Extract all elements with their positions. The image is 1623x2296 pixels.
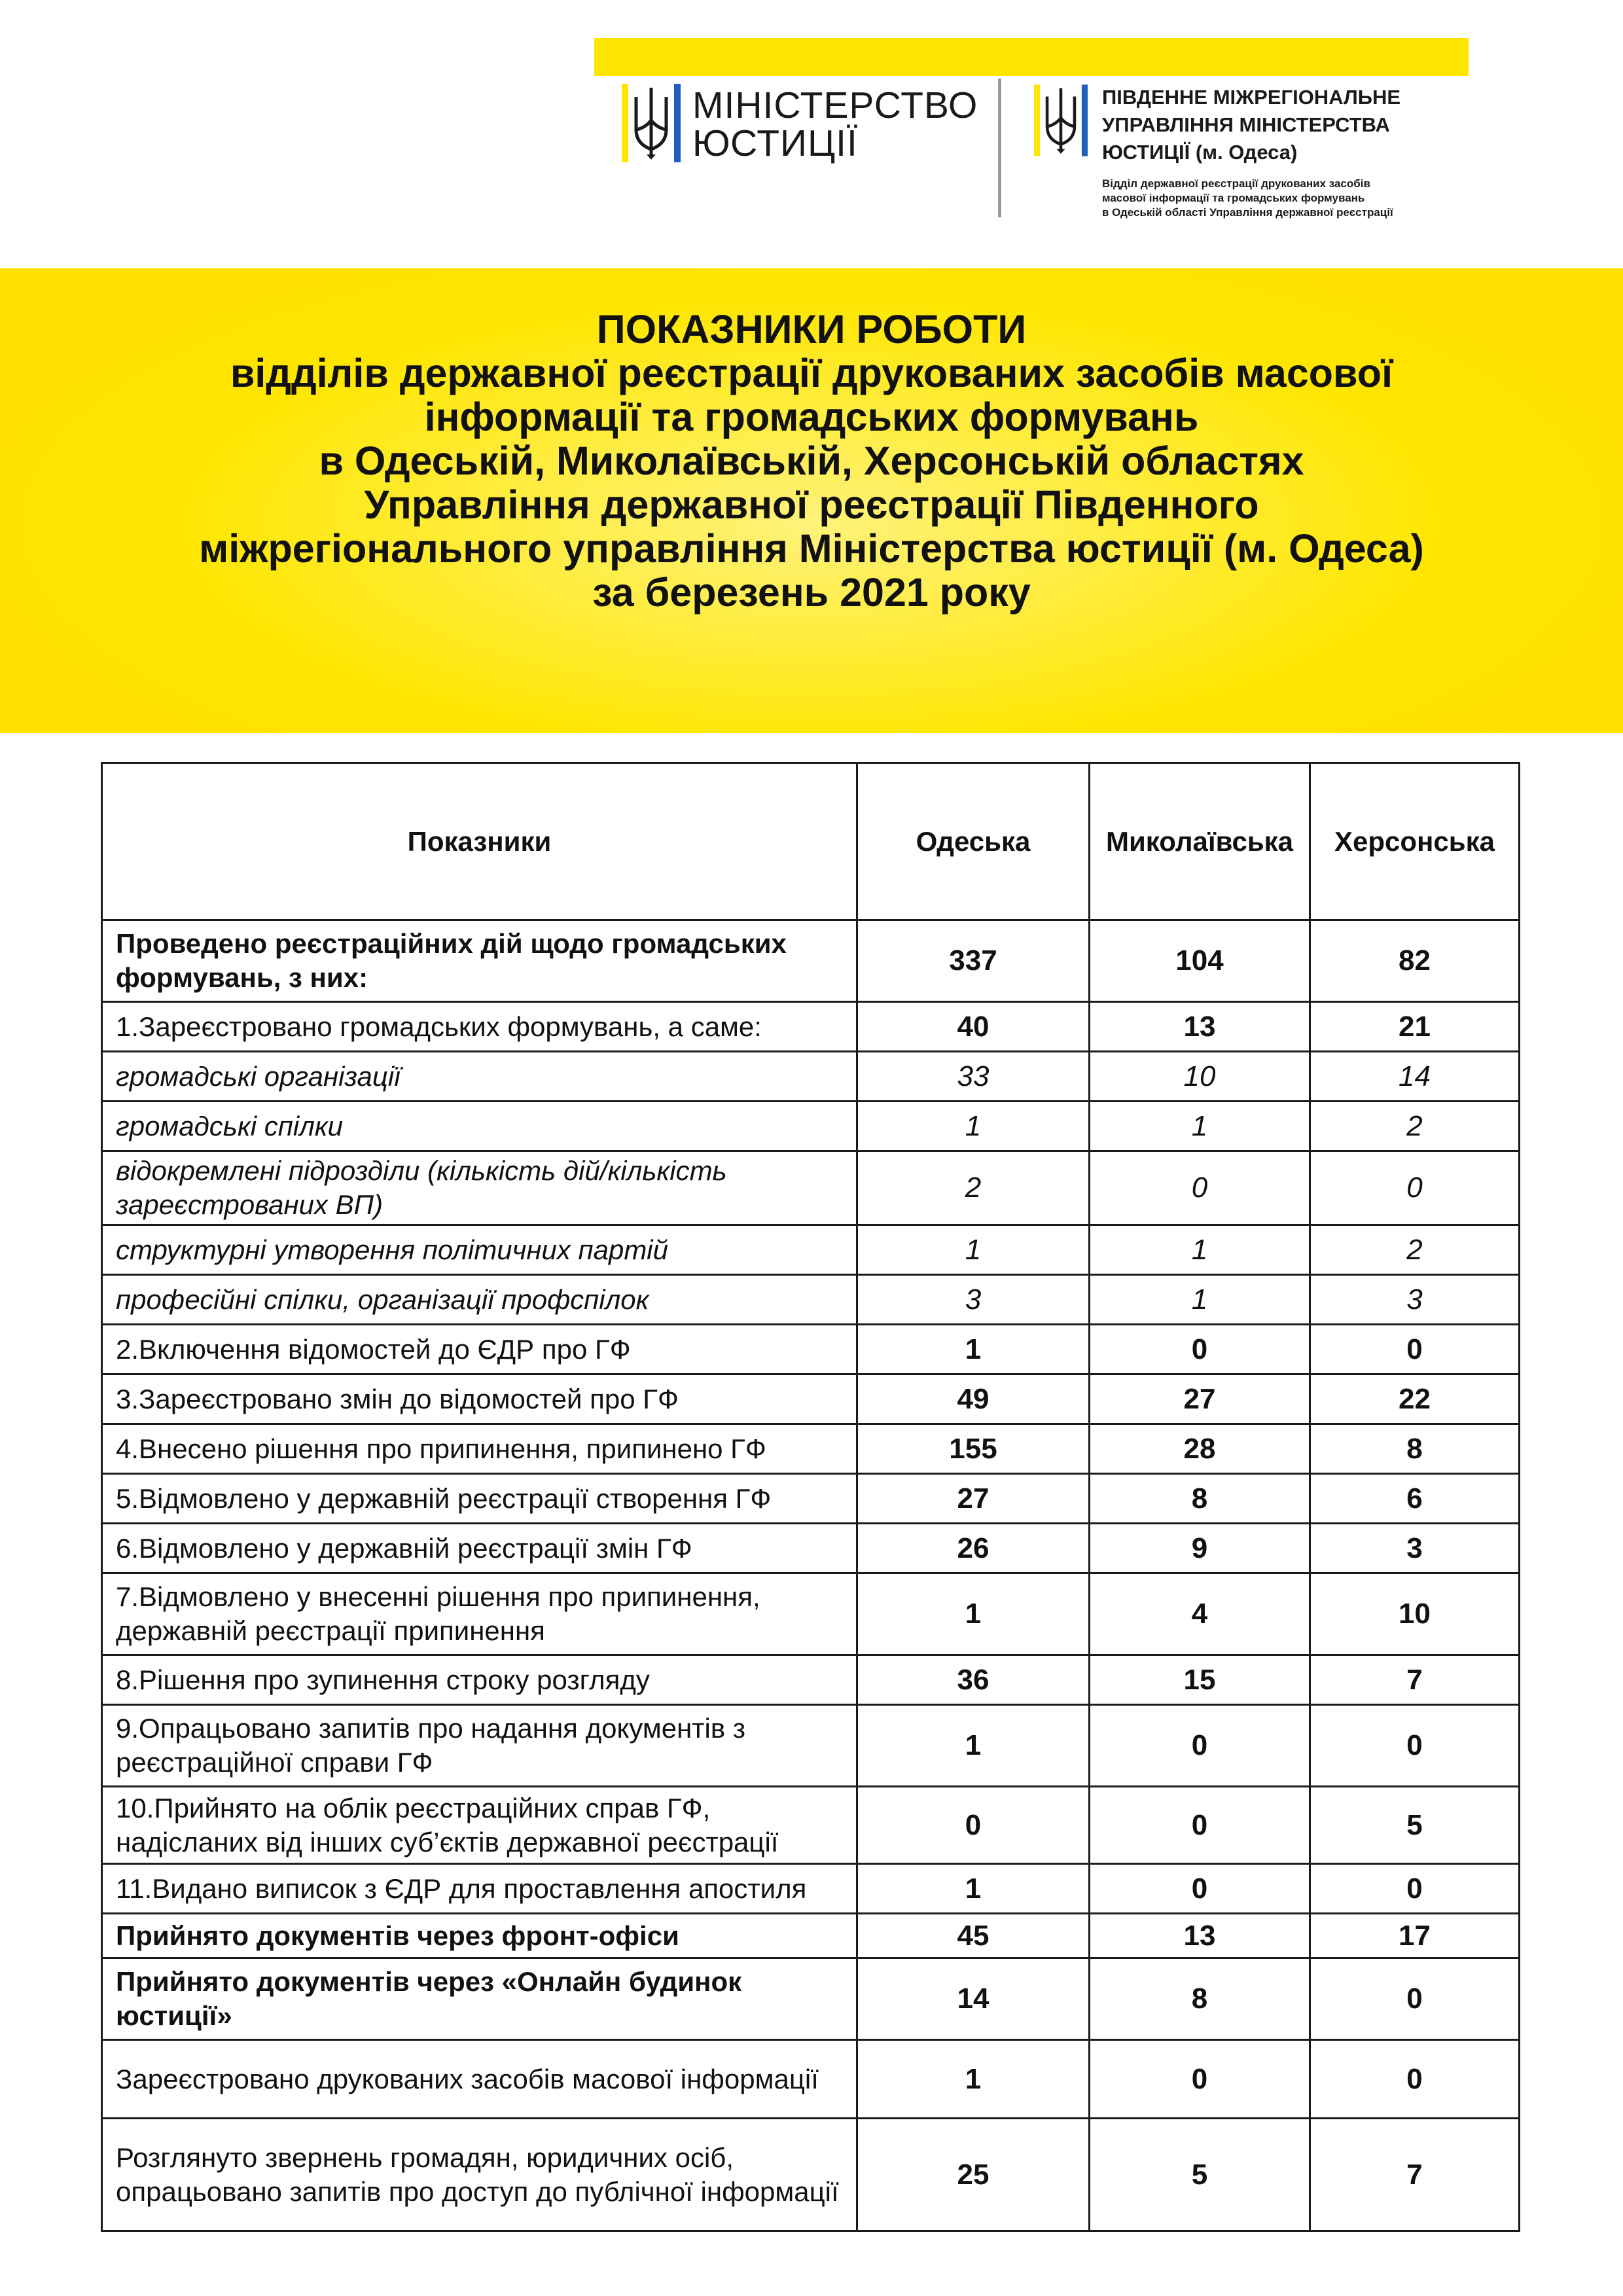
- mykolaiv-value: 4: [1090, 1573, 1310, 1655]
- table-row: [102, 1705, 1520, 1787]
- mykolaiv-value: 1: [1090, 1102, 1310, 1151]
- ministry-logo: [622, 84, 978, 175]
- odesa-value: 26: [857, 1524, 1090, 1573]
- row-label: Прийнято документів через «Онлайн будинок юстиції»: [102, 1958, 857, 2040]
- mykolaiv-value: 15: [1090, 1655, 1310, 1705]
- kherson-value: 7: [1310, 1655, 1520, 1705]
- row-label: Проведено реєстраційних дій щодо громадських формувань, з них:: [102, 920, 857, 1002]
- mykolaiv-value: 8: [1090, 1958, 1310, 2040]
- office-name-line1: ПІВДЕННЕ МІЖРЕГІОНАЛЬНЕ: [1102, 86, 1401, 109]
- column-header-mykolaiv: Миколаївська: [1090, 763, 1310, 920]
- kherson-value: 2: [1310, 1102, 1520, 1151]
- row-label: структурні утворення політичних партій: [102, 1225, 857, 1275]
- kherson-value: 3: [1310, 1524, 1520, 1573]
- mykolaiv-value: 1: [1090, 1275, 1310, 1325]
- mykolaiv-value: 5: [1090, 2119, 1310, 2231]
- row-label: громадські організації: [102, 1052, 857, 1102]
- kherson-value: 0: [1310, 1325, 1520, 1374]
- odesa-value: 155: [857, 1424, 1090, 1474]
- column-header-indicators: Показники: [102, 763, 857, 920]
- table-header-row: [102, 763, 1520, 920]
- mykolaiv-value: 0: [1090, 1325, 1310, 1374]
- table-row: [102, 1524, 1520, 1573]
- ministry-name-line1: МІНІСТЕРСТВО: [692, 84, 978, 126]
- table-row: [102, 1655, 1520, 1705]
- mykolaiv-value: 0: [1090, 1151, 1310, 1225]
- kherson-value: 2: [1310, 1225, 1520, 1275]
- kherson-value: 6: [1310, 1474, 1520, 1524]
- mykolaiv-value: 0: [1090, 2040, 1310, 2119]
- table-row: [102, 1002, 1520, 1052]
- odesa-value: 45: [857, 1914, 1090, 1958]
- row-label: відокремлені підрозділи (кількість дій/кількість зареєстрованих ВП): [102, 1151, 857, 1225]
- column-header-kherson: Херсонська: [1310, 763, 1520, 920]
- column-header-odesa: Одеська: [857, 763, 1090, 920]
- table-row: [102, 2119, 1520, 2231]
- table-row: [102, 1424, 1520, 1474]
- odesa-value: 1: [857, 1325, 1090, 1374]
- mykolaiv-value: 9: [1090, 1524, 1310, 1573]
- odesa-value: 33: [857, 1052, 1090, 1102]
- department-line3: в Одеській області Управління державної реєстрації: [1102, 206, 1393, 219]
- row-label: 10.Прийнято на облік реєстраційних справ ГФ, надісланих від інших суб’єктів державної реєстрації: [102, 1787, 857, 1864]
- title-line: міжрегіонального управління Міністерства юстиції (м. Одеса): [199, 526, 1424, 571]
- kherson-value: 0: [1310, 2040, 1520, 2119]
- table-row: [102, 1573, 1520, 1655]
- kherson-value: 82: [1310, 920, 1520, 1002]
- kherson-value: 3: [1310, 1275, 1520, 1325]
- ministry-name-line2: ЮСТИЦІЇ: [692, 122, 858, 164]
- trident-icon: [622, 84, 681, 162]
- title-line: відділів державної реєстрації друкованих засобів масової: [230, 351, 1393, 395]
- mykolaiv-value: 27: [1090, 1374, 1310, 1424]
- table-row: [102, 1958, 1520, 2040]
- kherson-value: 21: [1310, 1002, 1520, 1052]
- department-line1: Відділ державної реєстрації друкованих засобів: [1102, 177, 1370, 190]
- table-row: [102, 1787, 1520, 1864]
- table-row: [102, 1225, 1520, 1275]
- mykolaiv-value: 13: [1090, 1914, 1310, 1958]
- title-line: Управління державної реєстрації Південного: [364, 482, 1259, 527]
- odesa-value: 36: [857, 1655, 1090, 1705]
- row-label: 9.Опрацьовано запитів про надання документів з реєстраційної справи ГФ: [102, 1705, 857, 1787]
- title-line: за березень 2021 року: [592, 570, 1031, 615]
- office-logo: [1034, 84, 1400, 220]
- table-row: [102, 920, 1520, 1002]
- table-row: [102, 1275, 1520, 1325]
- row-label: професійні спілки, організації профспілок: [102, 1275, 857, 1325]
- odesa-value: 337: [857, 920, 1090, 1002]
- table-row: [102, 1474, 1520, 1524]
- kherson-value: 8: [1310, 1424, 1520, 1474]
- table-row: [102, 1325, 1520, 1374]
- table-row: [102, 1151, 1520, 1225]
- kherson-value: 0: [1310, 1705, 1520, 1787]
- odesa-value: 49: [857, 1374, 1090, 1424]
- kherson-value: 14: [1310, 1052, 1520, 1102]
- logo-divider: [998, 79, 1001, 217]
- mykolaiv-value: 0: [1090, 1864, 1310, 1914]
- table-row: [102, 1914, 1520, 1958]
- mykolaiv-value: 104: [1090, 920, 1310, 1002]
- row-label: 2.Включення відомостей до ЄДР про ГФ: [102, 1325, 857, 1374]
- title-line: в Одеській, Миколаївській, Херсонській областях: [319, 439, 1304, 483]
- row-label: 4.Внесено рішення про припинення, припинено ГФ: [102, 1424, 857, 1474]
- kherson-value: 5: [1310, 1787, 1520, 1864]
- title-line: ПОКАЗНИКИ РОБОТИ: [596, 307, 1027, 351]
- mykolaiv-value: 1: [1090, 1225, 1310, 1275]
- top-yellow-bar: [594, 38, 1469, 76]
- odesa-value: 1: [857, 1864, 1090, 1914]
- row-label: 6.Відмовлено у державній реєстрації змін ГФ: [102, 1524, 857, 1573]
- row-label: громадські спілки: [102, 1102, 857, 1151]
- kherson-value: 10: [1310, 1573, 1520, 1655]
- title-line: інформації та громадських формувань: [424, 395, 1199, 439]
- table-row: [102, 2040, 1520, 2119]
- mykolaiv-value: 0: [1090, 1705, 1310, 1787]
- odesa-value: 3: [857, 1275, 1090, 1325]
- kherson-value: 17: [1310, 1914, 1520, 1958]
- odesa-value: 1: [857, 1225, 1090, 1275]
- odesa-value: 1: [857, 2040, 1090, 2119]
- odesa-value: 27: [857, 1474, 1090, 1524]
- odesa-value: 0: [857, 1787, 1090, 1864]
- mykolaiv-value: 8: [1090, 1474, 1310, 1524]
- odesa-value: 14: [857, 1958, 1090, 2040]
- trident-icon: [1034, 84, 1088, 157]
- department-line2: масової інформації та громадських формувань: [1102, 192, 1365, 204]
- row-label: 5.Відмовлено у державній реєстрації створення ГФ: [102, 1474, 857, 1524]
- kherson-value: 22: [1310, 1374, 1520, 1424]
- table-row: [102, 1374, 1520, 1424]
- odesa-value: 1: [857, 1705, 1090, 1787]
- kherson-value: 7: [1310, 2119, 1520, 2231]
- odesa-value: 1: [857, 1573, 1090, 1655]
- odesa-value: 1: [857, 1102, 1090, 1151]
- page-title: [0, 308, 1623, 615]
- table-row: [102, 1864, 1520, 1914]
- row-label: Розглянуто звернень громадян, юридичних осіб, опрацьовано запитів про доступ до публічної інформації: [102, 2119, 857, 2231]
- mykolaiv-value: 10: [1090, 1052, 1310, 1102]
- kherson-value: 0: [1310, 1151, 1520, 1225]
- row-label: 8.Рішення про зупинення строку розгляду: [102, 1655, 857, 1705]
- kherson-value: 0: [1310, 1958, 1520, 2040]
- row-label: Зареєстровано друкованих засобів масової інформації: [102, 2040, 857, 2119]
- mykolaiv-value: 28: [1090, 1424, 1310, 1474]
- odesa-value: 40: [857, 1002, 1090, 1052]
- office-name-line2: УПРАВЛІННЯ МІНІСТЕРСТВА: [1102, 113, 1390, 136]
- mykolaiv-value: 0: [1090, 1787, 1310, 1864]
- table-row: [102, 1052, 1520, 1102]
- row-label: 1.Зареєстровано громадських формувань, а саме:: [102, 1002, 857, 1052]
- row-label: 11.Видано виписок з ЄДР для проставлення апостиля: [102, 1864, 857, 1914]
- odesa-value: 2: [857, 1151, 1090, 1225]
- office-name-line3: ЮСТИЦІЇ (м. Одеса): [1102, 141, 1298, 164]
- odesa-value: 25: [857, 2119, 1090, 2231]
- statistics-table: [101, 762, 1520, 2232]
- mykolaiv-value: 13: [1090, 1002, 1310, 1052]
- row-label: 7.Відмовлено у внесенні рішення про припинення, державній реєстрації припинення: [102, 1573, 857, 1655]
- row-label: Прийнято документів через фронт-офіси: [102, 1914, 857, 1958]
- table-row: [102, 1102, 1520, 1151]
- row-label: 3.Зареєстровано змін до відомостей про ГФ: [102, 1374, 857, 1424]
- kherson-value: 0: [1310, 1864, 1520, 1914]
